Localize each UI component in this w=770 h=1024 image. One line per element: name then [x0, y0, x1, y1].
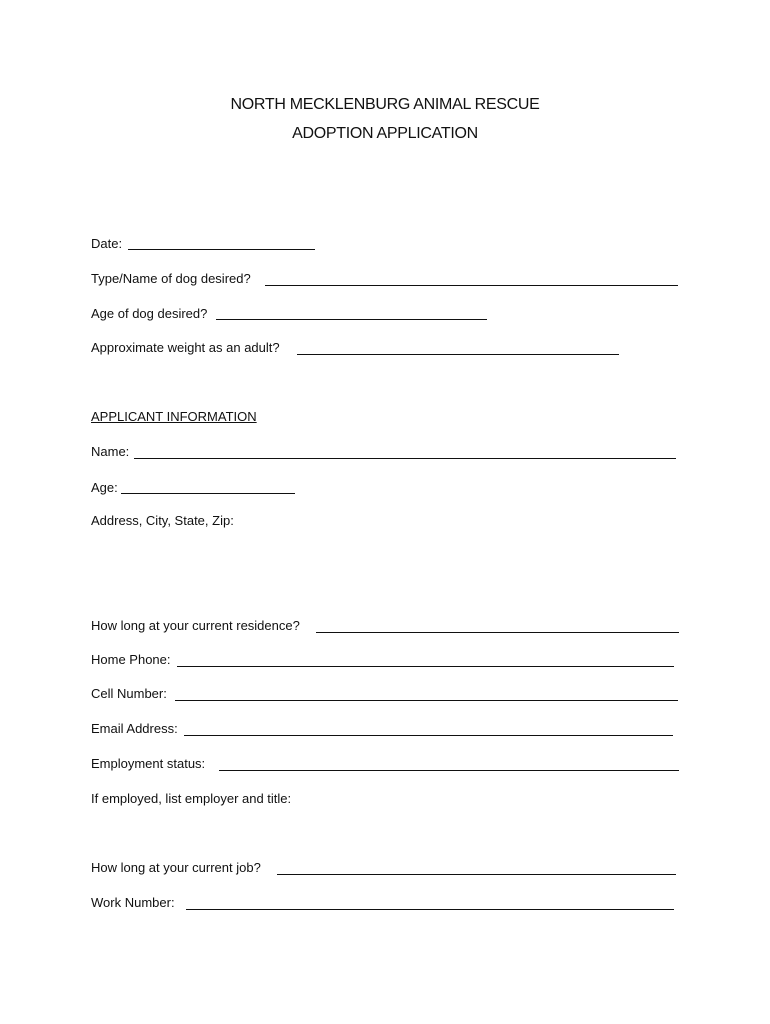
- date-field: [91, 236, 122, 252]
- dog-weight-label: Approximate weight as an adult?: [91, 340, 280, 355]
- name-label: Name:: [91, 444, 130, 459]
- residence-field: [91, 618, 300, 634]
- cell-number-field: [91, 686, 167, 702]
- address-label: Address, City, State, Zip:: [91, 513, 234, 528]
- form-title: ADOPTION APPLICATION: [292, 125, 478, 142]
- cell-number-input-line[interactable]: [175, 700, 678, 701]
- dog-type-label: Type/Name of dog desired?: [91, 271, 251, 286]
- age-field: [91, 480, 118, 496]
- employment-field: [91, 756, 205, 772]
- job-length-label: How long at your current job?: [91, 860, 261, 875]
- address-field[interactable]: [91, 513, 234, 529]
- name-input-line[interactable]: [134, 458, 676, 459]
- date-label: Date:: [91, 236, 123, 251]
- date-input-line[interactable]: [128, 249, 315, 250]
- dog-weight-field: [91, 340, 280, 356]
- age-input-line[interactable]: [121, 493, 295, 494]
- email-input-line[interactable]: [184, 735, 673, 736]
- employer-field[interactable]: [91, 791, 291, 807]
- dog-type-field: [91, 271, 251, 287]
- cell-number-label: Cell Number:: [91, 686, 167, 701]
- applicant-section-title: APPLICANT INFORMATION: [91, 409, 257, 424]
- residence-input-line[interactable]: [316, 632, 679, 633]
- work-number-input-line[interactable]: [186, 909, 674, 910]
- employment-input-line[interactable]: [219, 770, 679, 771]
- job-length-field: [91, 860, 261, 876]
- dog-age-field: [91, 306, 207, 322]
- dog-age-label: Age of dog desired?: [91, 306, 208, 321]
- name-field: [91, 444, 129, 460]
- home-phone-field: [91, 652, 171, 668]
- dog-weight-input-line[interactable]: [297, 354, 619, 355]
- residence-label: How long at your current residence?: [91, 618, 300, 633]
- work-number-label: Work Number:: [91, 895, 175, 910]
- org-name: NORTH MECKLENBURG ANIMAL RESCUE: [230, 96, 540, 113]
- dog-type-input-line[interactable]: [265, 285, 678, 286]
- job-length-input-line[interactable]: [277, 874, 676, 875]
- employment-label: Employment status:: [91, 756, 206, 771]
- age-label: Age:: [91, 480, 118, 495]
- employer-label: If employed, list employer and title:: [91, 791, 292, 806]
- work-number-field: [91, 895, 175, 911]
- home-phone-label: Home Phone:: [91, 652, 171, 667]
- dog-age-input-line[interactable]: [216, 319, 487, 320]
- email-label: Email Address:: [91, 721, 178, 736]
- email-field: [91, 721, 178, 737]
- home-phone-input-line[interactable]: [177, 666, 674, 667]
